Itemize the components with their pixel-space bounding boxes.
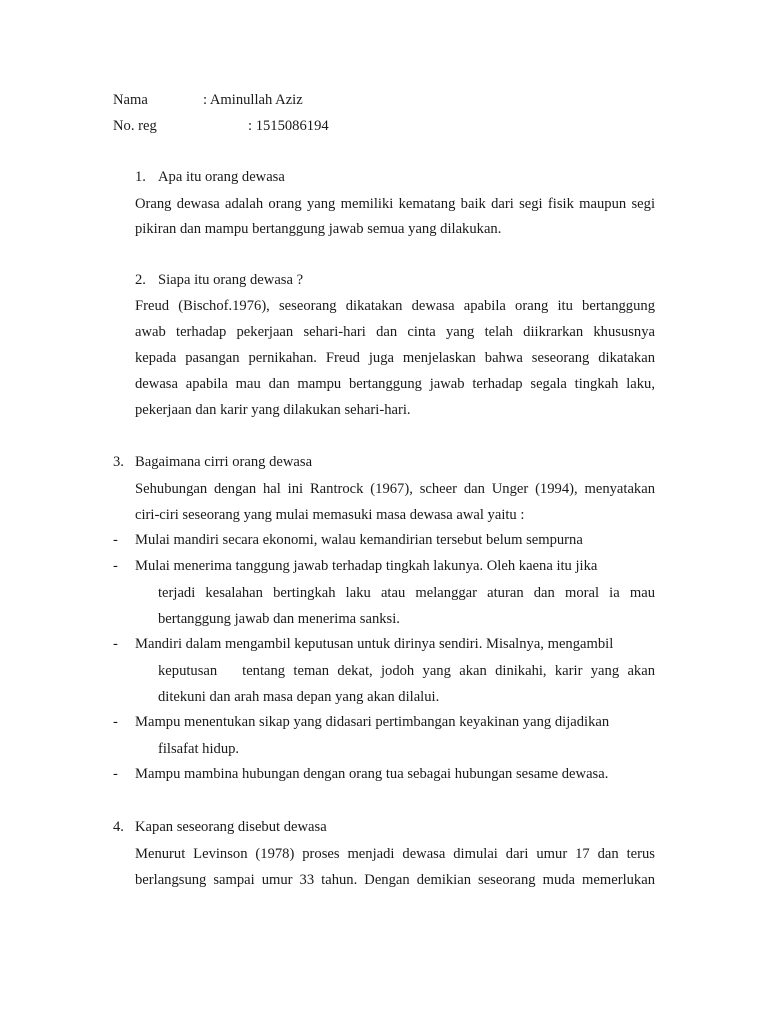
bullet-mark: - xyxy=(113,714,118,730)
q2-heading: Siapa itu orang dewasa ? xyxy=(158,272,304,288)
name-label: Nama xyxy=(113,92,148,108)
q3-line: Sehubungan dengan hal ini Rantrock (1967), scheer dan Unger (1994), menyatakan xyxy=(135,481,655,497)
q3-number: 3. xyxy=(113,454,124,470)
bullet-mark: - xyxy=(113,558,118,574)
bullet-line: Mulai menerima tanggung jawab terhadap tingkah lakunya. Oleh kaena itu jika xyxy=(135,558,598,574)
bullet-line: bertanggung jawab dan menerima sanksi. xyxy=(158,611,400,627)
bullet-line: ditekuni dan arah masa depan yang akan dilalui. xyxy=(158,689,440,705)
bullet-line: Mulai mandiri secara ekonomi, walau kemandirian tersebut belum sempurna xyxy=(135,532,583,548)
bullet-line: terjadi kesalahan bertingkah laku atau melanggar aturan dan moral ia mau xyxy=(158,585,655,601)
reg-value: : 1515086194 xyxy=(248,118,329,134)
q2-line: dewasa apabila mau dan mampu bertanggung jawab terhadap segala tingkah laku, xyxy=(135,376,655,392)
q2-line: kepada pasangan pernikahan. Freud juga menjelaskan bahwa seseorang dikatakan xyxy=(135,350,655,366)
q2-number: 2. xyxy=(135,272,146,288)
q2-line: pekerjaan dan karir yang dilakukan sehari-hari. xyxy=(135,402,411,418)
q3-heading: Bagaimana cirri orang dewasa xyxy=(135,454,313,470)
bullet-line: keputusan tentang teman dekat, jodoh yang akan dinikahi, karir yang akan xyxy=(158,663,655,679)
bullet-line: Mandiri dalam mengambil keputusan untuk dirinya sendiri. Misalnya, mengambil xyxy=(135,636,614,652)
q2-line: Freud (Bischof.1976), seseorang dikatakan dewasa apabila orang itu bertanggung xyxy=(135,298,655,314)
q1-heading: Apa itu orang dewasa xyxy=(158,169,285,185)
q2-line: awab terhadap pekerjaan sehari-hari dan cinta yang telah diikrarkan khususnya xyxy=(135,324,655,340)
bullet-line: Mampu mambina hubungan dengan orang tua sebagai hubungan sesame dewasa. xyxy=(135,766,609,782)
q4-heading: Kapan seseorang disebut dewasa xyxy=(135,819,327,835)
q4-line: Menurut Levinson (1978) proses menjadi dewasa dimulai dari umur 17 dan terus xyxy=(135,846,655,862)
q1-line: Orang dewasa adalah orang yang memiliki kematang baik dari segi fisik maupun segi xyxy=(135,196,655,212)
q1-line: pikiran dan mampu bertanggung jawab semua yang dilakukan. xyxy=(135,221,502,237)
q4-number: 4. xyxy=(113,819,124,835)
q4-line: berlangsung sampai umur 33 tahun. Dengan demikian seseorang muda memerlukan xyxy=(135,872,655,888)
bullet-mark: - xyxy=(113,636,118,652)
bullet-mark: - xyxy=(113,532,118,548)
bullet-line: Mampu menentukan sikap yang didasari pertimbangan keyakinan yang dijadikan xyxy=(135,714,610,730)
bullet-mark: - xyxy=(113,766,118,782)
reg-label: No. reg xyxy=(113,118,157,134)
q1-number: 1. xyxy=(135,169,146,185)
bullet-line: filsafat hidup. xyxy=(158,741,240,757)
q3-line: ciri-ciri seseorang yang mulai memasuki masa dewasa awal yaitu : xyxy=(135,507,525,523)
name-value: : Aminullah Aziz xyxy=(203,92,303,108)
